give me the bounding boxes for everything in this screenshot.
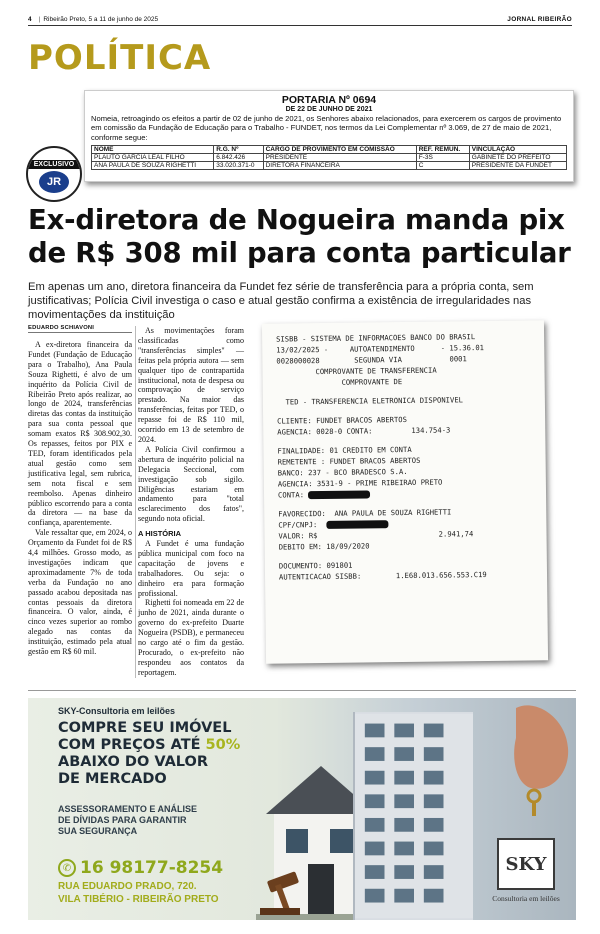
portaria-date: DE 22 DE JUNHO DE 2021 [285,106,373,113]
paragraph: A Polícia Civil confirmou a abertura de inquérito policial na Delegacia Seccional, com investigação sob sigilo. Diligências estariam em andamento para "total esclarecimento dos fatos", segundo nota oficial. [138,444,244,524]
table-cell: C [416,162,469,170]
sky-logo: SKY Consultoria em leilões [480,838,572,916]
table-cell: DIRETORA FINANCEIRA [263,162,416,170]
table-cell: PRESIDENTE [263,154,416,162]
table-row [92,162,567,170]
paper-name: JORNAL RIBEIRÃO [507,16,572,23]
headline: Ex-diretora de Nogueira manda pix de R$ 308 mil para conta particular [28,204,571,269]
keys-in-hand-icon [496,698,576,818]
portaria-table [91,145,567,170]
advertisement [28,698,576,920]
section-title: POLÍTICA [28,38,212,78]
table-header-cell: VINCULAÇÃO [469,146,566,154]
ad-address: RUA EDUARDO PRADO, 720. VILA TIBÉRIO - RIBEIRÃO PRETO [58,881,219,905]
building-illustration [353,712,473,920]
paragraph: Righetti foi nomeada em 22 de junho de 2021, ainda durante o governo do ex-prefeito Duarte Nogueira (PSDB), e permaneceu no cargo até o fim da gestão. Procurado, o ex-prefeito não respondeu aos contatos da reportagem. [138,598,244,677]
ad-phone: ✆ 16 98177-8254 [58,858,223,878]
table-header-cell: CARGO DE PROVIMENTO EM COMISSÃO [263,146,416,154]
subhead: Em apenas um ano, diretora financeira da Fundet fez série de transferência para a própria conta, sem justificativas; Polícia Civil investiga o caso e atual gestão confirma a existência de irregularidades nas movimentações da instituição [28,281,534,321]
badge-label: EXCLUSIVO [28,160,80,169]
page-header: 4 | Ribeirão Preto, 5 a 11 de junho de 2025 JORNAL RIBEIRÃO [28,14,572,26]
table-cell: GABINETE DO PREFEITO [469,154,566,162]
redaction-mark [308,490,370,499]
table-cell: ANA PAULA DE SOUZA RIGHETTI [92,162,214,170]
portaria-title: PORTARIA Nº 0694 [281,94,377,106]
table-cell: PRESIDENTE DA FUNDET [469,162,566,170]
bank-receipt-image: SISBB - SISTEMA DE INFORMACOES BANCO DO BRASIL 13/02/2025 - AUTOATENDIMENTO - 15.36.01 0028000028 SEGUNDA VIA 0001 COMPROVANTE DE TRANSFERENCIA COMPROVANTE DE TED - TRANSFERENCIA ELETRONICA DISPONIVEL CLIENTE: FUNDET BRACOS ABERTOS AGENCIA: 0028-0 CONTA: 134.754-3 FINALIDADE: 01 CREDITO EM CONTA REMETENTE : FUNDET BRACOS ABERTOS BANCO: 237 - BCO BRADESCO S.A. AGENCIA: 3531-9 - PRIME RIBEIRAO PRETO CONTA: FAVORECIDO: ANA PAULA DE SOUZA RIGHETTI CPF/CNPJ: VALOR: R$ 2.941,74 DEBITO EM: 18/09/2020 DOCUMENTO: 091801 AUTENTICACAO SISBB: 1.E68.013.656.553.C19 [262,320,548,663]
portaria-clipping [84,90,574,182]
table-header-cell: NOME [92,146,214,154]
dateline: Ribeirão Preto, 5 a 11 de junho de 2025 [43,16,159,23]
table-cell: PLAUTO GARCIA LEAL FILHO [92,154,214,162]
redaction-mark [326,520,388,529]
ad-services: ASSESSORAMENTO E ANÁLISE DE DÍVIDAS PARA GARANTIR SUA SEGURANÇA [58,804,198,836]
subheading: A HISTÓRIA [138,529,182,539]
table-cell: F-3S [416,154,469,162]
ad-brand: SKY-Consultoria em leilões [58,706,176,716]
exclusive-badge [26,146,82,202]
portaria-text: Nomeia, retroagindo os efeitos a partir de 02 de junho de 2021, os Senhores abaixo relacionados, para exercerem os cargos de provimento em comissão da Fundação de Educação para o Trabalho - FUNDET, nos termos da Lei Complementar nº 3.069, de 27 de maio de 2021, conforme segue: [91,114,562,142]
table-header-cell: R.G. Nº [214,146,263,154]
paragraph: A Fundet é uma fundação pública municipal com foco na capacitação de jovens e trabalhadores. Ou seja: o dinheiro era para formação profissional. [138,539,244,598]
table-cell: 33.020.371-0 [214,162,263,170]
jr-logo-icon: JR [39,171,69,193]
paragraph: A ex-diretora financeira da Fundet (Fundação de Educação para o Trabalho), Ana Paula Souza Righetti, é alvo de um inquérito da Polícia Civil de Ribeirão Preto após realizar, ao longo de 2024, transferências diretas das contas da instituição para sua conta pessoal que somam exatos R$ 308.902,30. Os repasses, feitos por PIX e TED, foram identificados pela atual gestão como sem justificativa legal, sem rubrica, sem nota fiscal e sem reembolso. Apenas dinheiro público escorrendo para a conta da diretora — na base da confiança, aparentemente. [28,340,132,528]
paragraph: Vale ressaltar que, em 2024, o Orçamento da Fundet foi de R$ 4,4 milhões. Grosso modo, as investigações indicam que aproximadamente 7% de toda verba da Fundação no ano passado acabou depositada nas contas pessoais da diretora financeira. O valor, ainda, é cinco vezes superior ao rombo alegado nas contas da instituição, estimado pela atual gestão em R$ 60 mil. [28,528,132,657]
page-number: 4 [28,16,32,23]
author-byline: EDUARDO SCHIAVONI [28,325,95,331]
table-row [92,154,567,162]
article-column-2 [138,326,244,678]
whatsapp-icon: ✆ [58,859,76,877]
table-header-cell: REF. REMUN. [416,146,469,154]
ad-headline: COMPRE SEU IMÓVEL COM PREÇOS ATÉ 50% ABAIXO DO VALOR DE MERCADO [58,720,241,787]
paragraph: As movimentações foram classificadas como "transferências simples" — feitas pela própria autora — sem qualquer tipo de contrapartida institucional, nota de despesa ou comprovação de serviço prestado. Na maior das transferências, feitas por TED, o repasse foi de R$ 110 mil, ocorrido em 13 de setembro de 2024. [138,326,244,444]
table-cell: 6.842.426 [214,154,263,162]
article-column-1 [28,340,132,657]
